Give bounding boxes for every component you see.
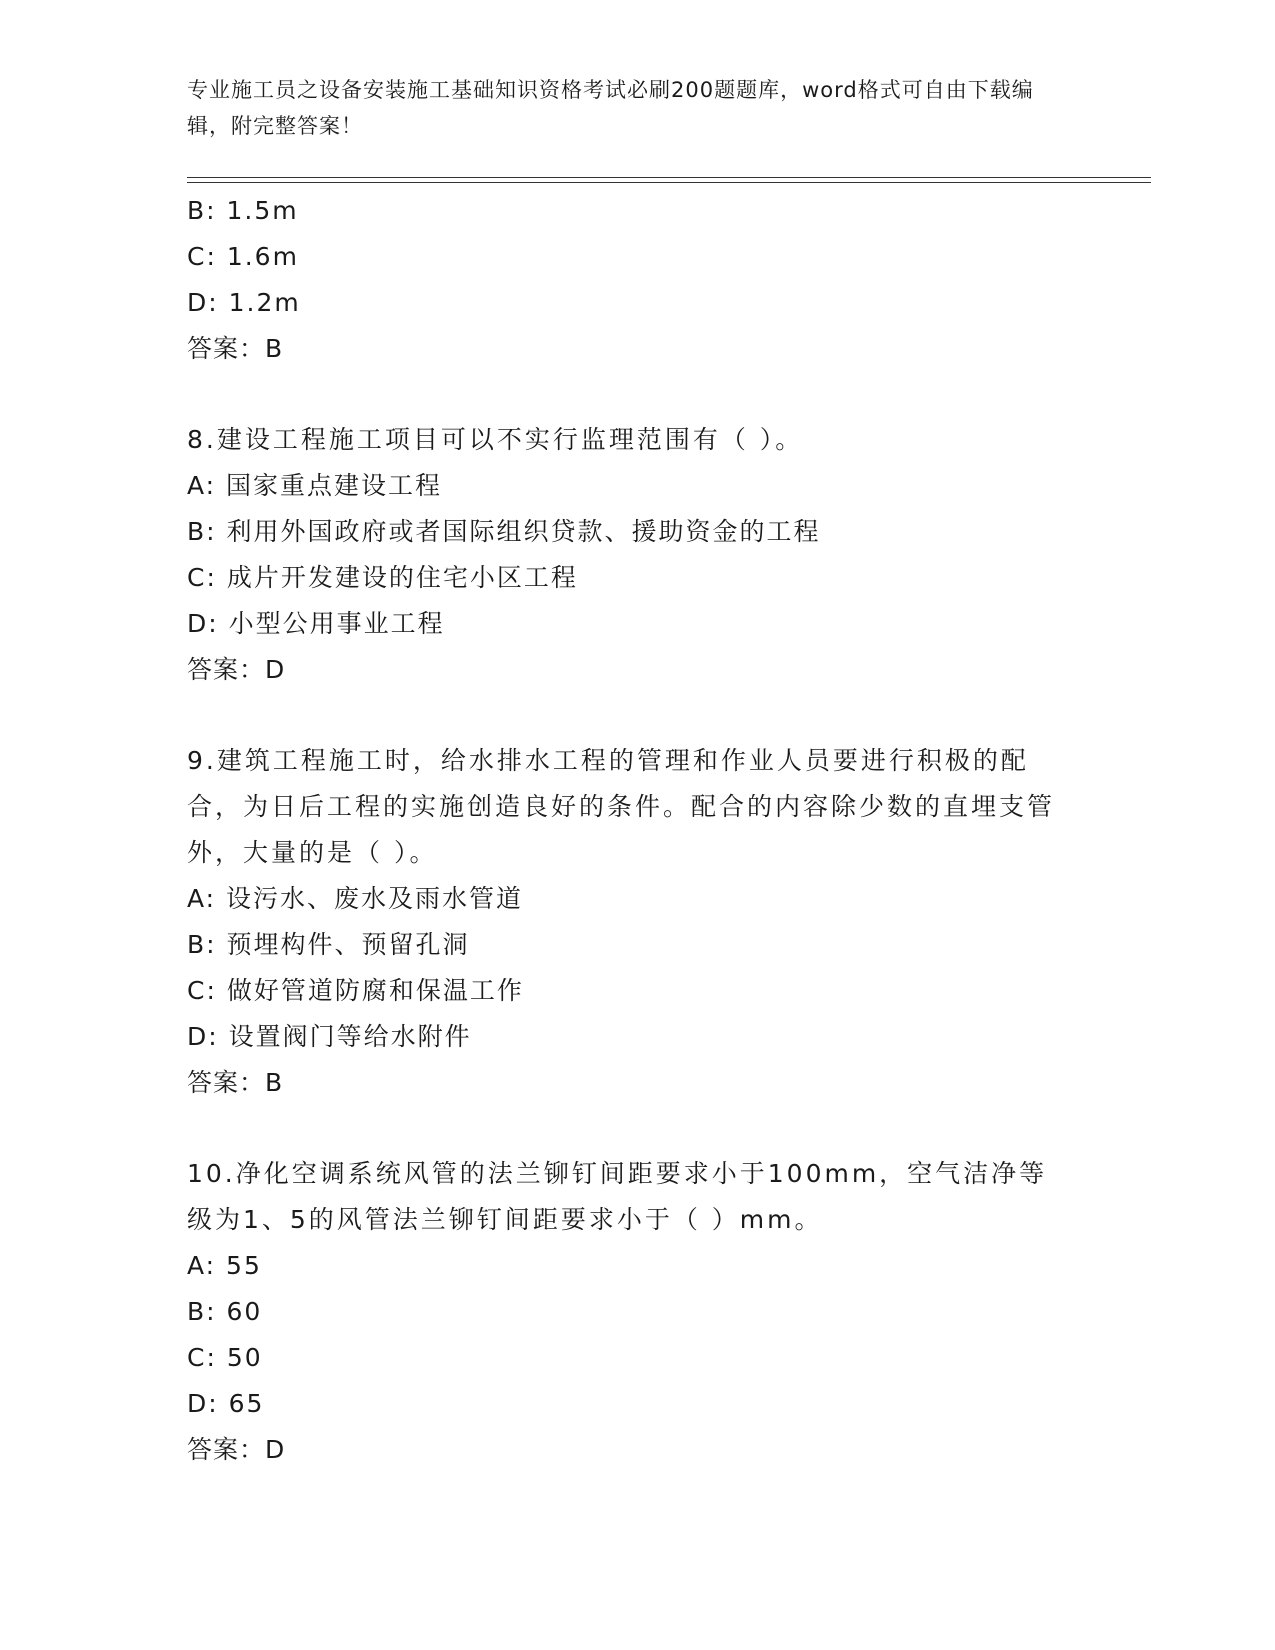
option-b: B: 利用外国政府或者国际组织贷款、援助资金的工程	[187, 517, 821, 546]
question-10	[187, 1151, 1067, 1473]
option-c: C: 1.6m	[187, 242, 299, 271]
answer-line: 答案：D	[187, 1435, 286, 1464]
option-a: A: 国家重点建设工程	[187, 471, 443, 500]
header-title: 专业施工员之设备安装施工基础知识资格考试必刷200题题库，word格式可自由下载编辑，附完整答案！	[187, 78, 1034, 138]
question-text: 9.建筑工程施工时，给水排水工程的管理和作业人员要进行积极的配合，为日后工程的实施创造良好的条件。配合的内容除少数的直埋支管外，大量的是（ ）。	[187, 746, 1056, 867]
option-c: C: 做好管道防腐和保温工作	[187, 976, 524, 1005]
option-d: D: 小型公用事业工程	[187, 609, 445, 638]
header-divider-bottom	[187, 182, 1151, 183]
answer-line: 答案：D	[187, 655, 286, 684]
option-d: D: 65	[187, 1389, 265, 1418]
question-9	[187, 738, 1067, 1106]
question-text: 10.净化空调系统风管的法兰铆钉间距要求小于100mm，空气洁净等级为1、5的风管法兰铆钉间距要求小于（ ）mm。	[187, 1159, 1048, 1234]
option-b: B: 预埋构件、预留孔洞	[187, 930, 470, 959]
document-header	[187, 72, 1067, 144]
option-d: D: 设置阀门等给水附件	[187, 1022, 472, 1051]
question-list	[187, 188, 1067, 1473]
answer-line: 答案：B	[187, 1068, 284, 1097]
answer-line: 答案：B	[187, 334, 284, 363]
option-b: B: 1.5m	[187, 196, 299, 225]
question-8	[187, 417, 1067, 693]
header-divider-top	[187, 177, 1151, 178]
question-text: 8.建设工程施工项目可以不实行监理范围有（ ）。	[187, 425, 804, 454]
option-b: B: 60	[187, 1297, 263, 1326]
option-d: D: 1.2m	[187, 288, 301, 317]
option-c: C: 50	[187, 1343, 263, 1372]
option-c: C: 成片开发建设的住宅小区工程	[187, 563, 578, 592]
option-a: A: 55	[187, 1251, 262, 1280]
question-fragment	[187, 188, 1067, 372]
option-a: A: 设污水、废水及雨水管道	[187, 884, 524, 913]
